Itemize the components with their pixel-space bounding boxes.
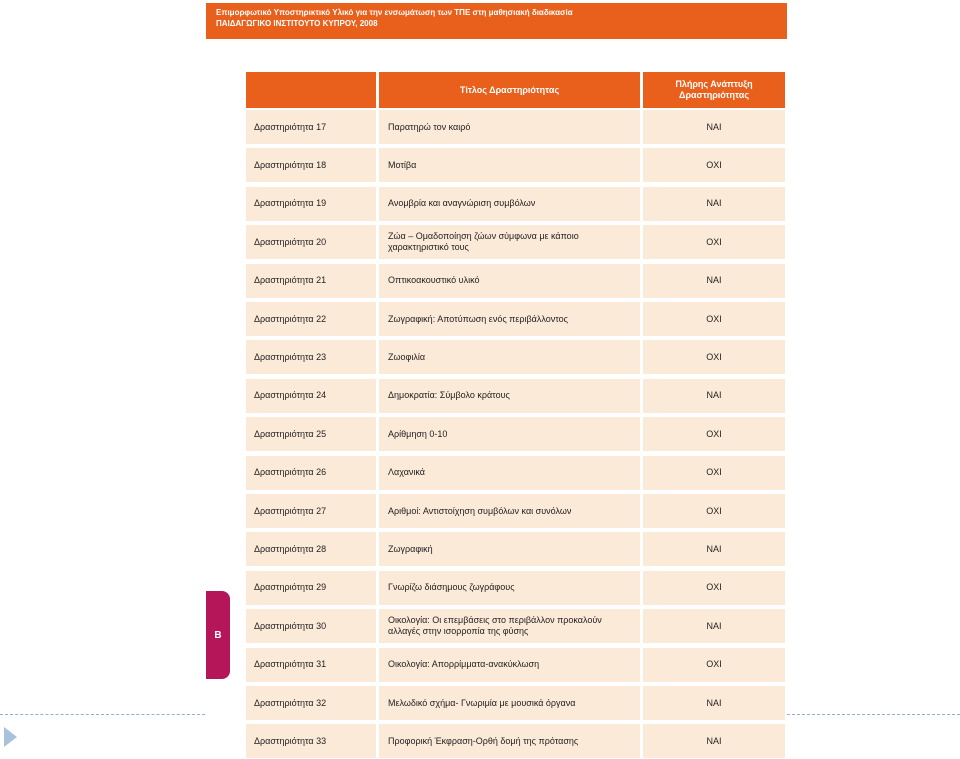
title-cell: Ανομβρία και αναγνώριση συμβόλων <box>379 187 640 221</box>
document-header-banner <box>206 3 787 39</box>
title-cell: Παρατηρώ τον καιρό <box>379 110 640 144</box>
full-development-cell: ΟΧΙ <box>643 648 785 682</box>
full-development-cell: ΟΧΙ <box>643 148 785 182</box>
title-cell: Γνωρίζω διάσημους ζωγράφους <box>379 571 640 605</box>
title-cell: Οικολογία: Οι επεμβάσεις στο περιβάλλον προκαλούν αλλαγές στην ισορροπία της φύσης <box>379 609 640 643</box>
activity-cell: Δραστηριότητα 28 <box>246 532 376 566</box>
table-row <box>246 148 785 182</box>
section-tab-label: B <box>214 629 222 641</box>
full-development-cell: ΝΑΙ <box>643 532 785 566</box>
full-development-cell: ΟΧΙ <box>643 417 785 451</box>
table-row <box>246 686 785 720</box>
section-tab-b <box>206 591 230 679</box>
table-row <box>246 571 785 605</box>
activity-cell: Δραστηριότητα 30 <box>246 609 376 643</box>
activity-cell: Δραστηριότητα 21 <box>246 264 376 298</box>
title-cell: Ζωγραφική <box>379 532 640 566</box>
activity-cell: Δραστηριότητα 31 <box>246 648 376 682</box>
full-development-cell: ΝΑΙ <box>643 264 785 298</box>
activity-cell: Δραστηριότητα 33 <box>246 724 376 758</box>
activity-cell: Δραστηριότητα 25 <box>246 417 376 451</box>
activity-cell: Δραστηριότητα 20 <box>246 225 376 259</box>
dashed-divider-right <box>787 714 960 715</box>
full-development-cell: ΟΧΙ <box>643 456 785 490</box>
table-row <box>246 264 785 298</box>
title-cell: Οπτικοακουστικό υλικό <box>379 264 640 298</box>
full-development-cell: ΝΑΙ <box>643 110 785 144</box>
table-row <box>246 225 785 259</box>
table-row <box>246 532 785 566</box>
full-development-cell: ΟΧΙ <box>643 571 785 605</box>
activity-cell: Δραστηριότητα 29 <box>246 571 376 605</box>
full-development-cell: ΝΑΙ <box>643 187 785 221</box>
table-header-row <box>246 72 785 108</box>
table-row <box>246 456 785 490</box>
title-cell: Ζωγραφική: Αποτύπωση ενός περιβάλλοντος <box>379 302 640 336</box>
full-development-cell: ΟΧΙ <box>643 225 785 259</box>
title-cell: Αρίθμηση 0-10 <box>379 417 640 451</box>
full-development-cell: ΟΧΙ <box>643 340 785 374</box>
activity-cell: Δραστηριότητα 19 <box>246 187 376 221</box>
table-row <box>246 417 785 451</box>
full-development-cell: ΟΧΙ <box>643 302 785 336</box>
title-cell: Δημοκρατία: Σύμβολο κράτους <box>379 379 640 413</box>
table-row <box>246 379 785 413</box>
full-development-cell: ΝΑΙ <box>643 609 785 643</box>
table-row <box>246 648 785 682</box>
table-row <box>246 110 785 144</box>
activity-cell: Δραστηριότητα 24 <box>246 379 376 413</box>
title-cell: Ζωοφιλία <box>379 340 640 374</box>
title-cell: Ζώα – Ομαδοποίηση ζώων σύμφωνα με κάποιο χαρακτηριστικό τους <box>379 225 640 259</box>
activity-cell: Δραστηριότητα 22 <box>246 302 376 336</box>
full-development-cell: ΝΑΙ <box>643 724 785 758</box>
table-row <box>246 302 785 336</box>
table-row <box>246 609 785 643</box>
activity-cell: Δραστηριότητα 32 <box>246 686 376 720</box>
header-title: Επιμορφωτικό Υποστηρικτικό Υλικό για την ενσωμάτωση των ΤΠΕ στη μαθησιακή διαδικασία <box>216 8 573 17</box>
title-cell: Μελωδικό σχήμα- Γνωριμία με μουσικά όργανα <box>379 686 640 720</box>
column-header-title: Τίτλος Δραστηριότητας <box>379 72 640 108</box>
table-row <box>246 494 785 528</box>
title-cell: Οικολογία: Απορρίμματα-ανακύκλωση <box>379 648 640 682</box>
column-header-full-development: Πλήρης Ανάπτυξη Δραστηριότητας <box>643 72 785 108</box>
activity-cell: Δραστηριότητα 23 <box>246 340 376 374</box>
activity-cell: Δραστηριότητα 17 <box>246 110 376 144</box>
activity-cell: Δραστηριότητα 18 <box>246 148 376 182</box>
header-subtitle: ΠΑΙΔΑΓΩΓΙΚΟ ΙΝΣΤΙΤΟΥΤΟ ΚΥΠΡΟΥ, 2008 <box>216 19 378 28</box>
column-header-activity <box>246 72 376 108</box>
title-cell: Λαχανικά <box>379 456 640 490</box>
full-development-cell: ΟΧΙ <box>643 494 785 528</box>
full-development-cell: ΝΑΙ <box>643 379 785 413</box>
title-cell: Αριθμοί: Αντιστοίχηση συμβόλων και συνόλων <box>379 494 640 528</box>
table-row <box>246 724 785 758</box>
title-cell: Μοτίβα <box>379 148 640 182</box>
play-arrow-icon[interactable] <box>4 727 17 747</box>
dashed-divider-left <box>0 714 205 715</box>
activity-cell: Δραστηριότητα 27 <box>246 494 376 528</box>
full-development-cell: ΝΑΙ <box>643 686 785 720</box>
table-row <box>246 340 785 374</box>
activity-cell: Δραστηριότητα 26 <box>246 456 376 490</box>
title-cell: Προφορική Έκφραση-Ορθή δομή της πρότασης <box>379 724 640 758</box>
table-row <box>246 187 785 221</box>
